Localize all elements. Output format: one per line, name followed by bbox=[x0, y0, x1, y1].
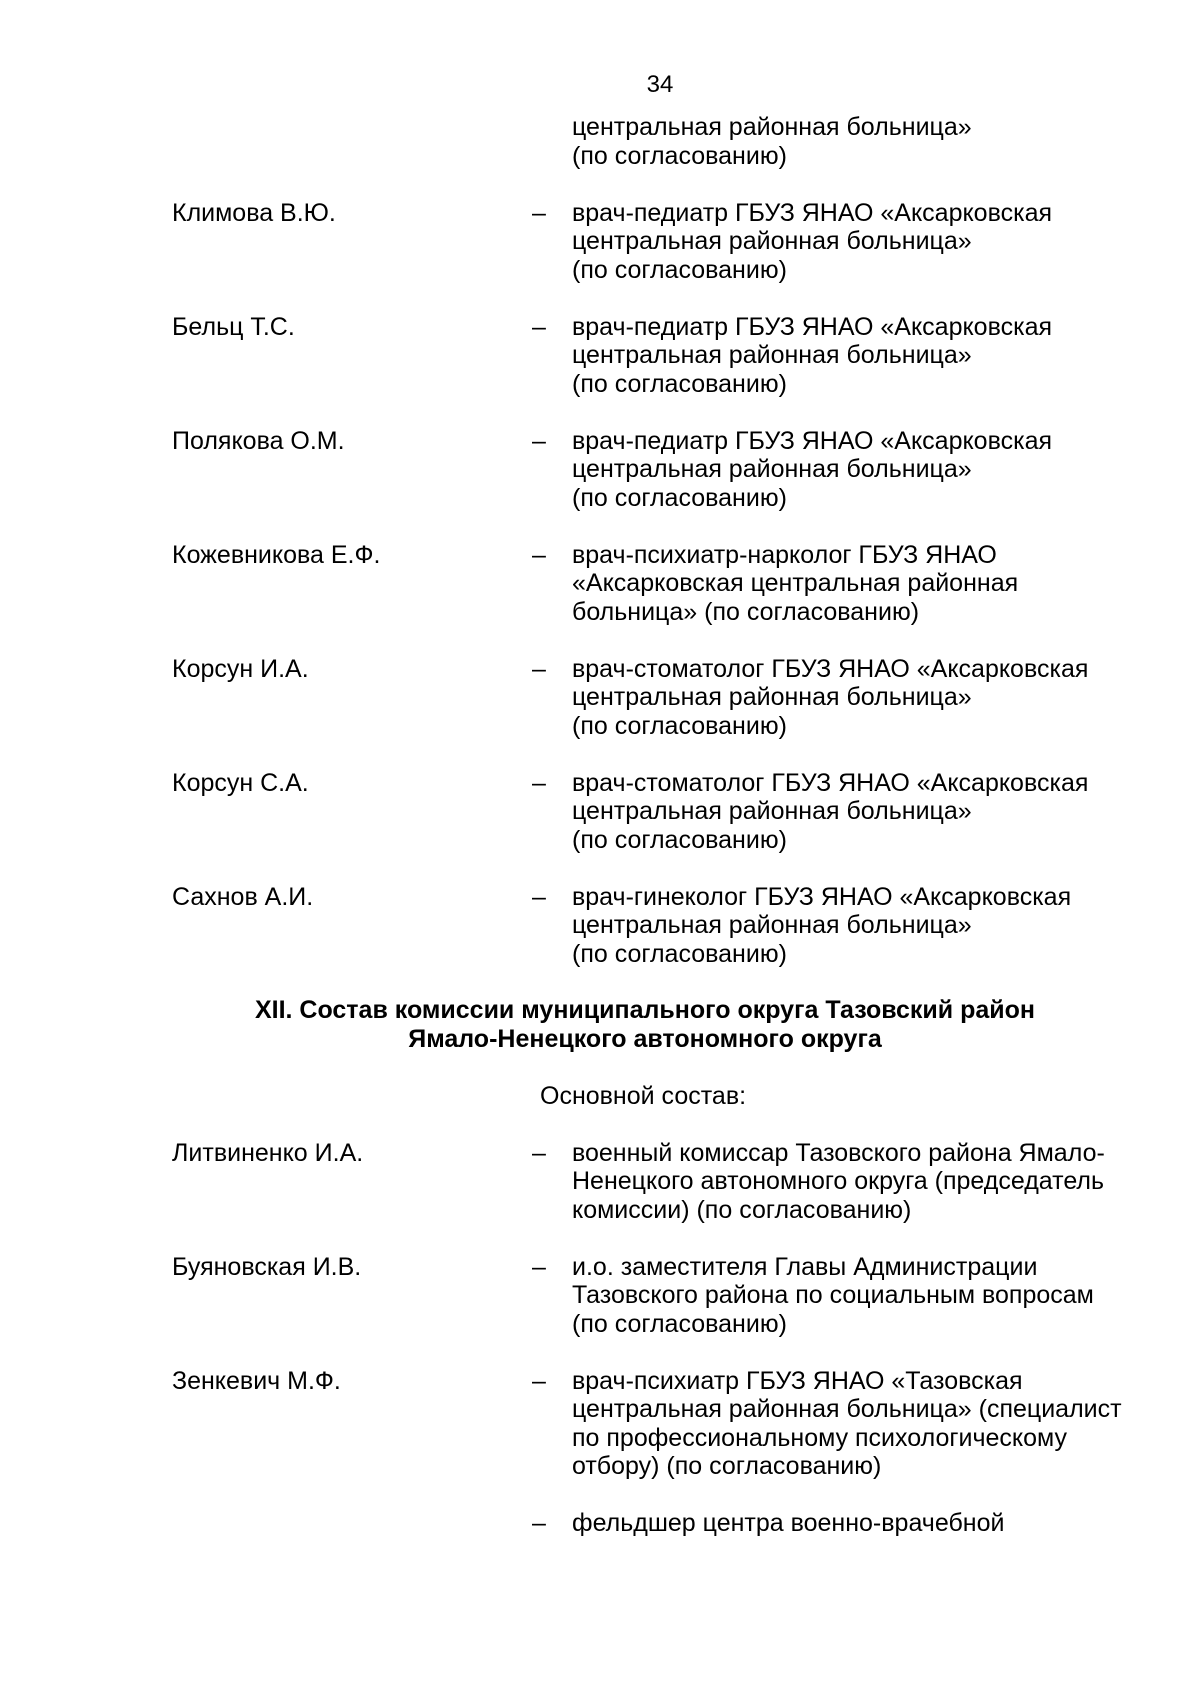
member-description: военный комиссар Тазовского района Ямало-Ненецкого автономного округа (председатель комиссии) (по согласованию) bbox=[572, 1138, 1105, 1224]
member-name: Корсун С.А. bbox=[172, 768, 309, 797]
member-name: Сахнов А.И. bbox=[172, 882, 314, 911]
member-name: Буяновская И.В. bbox=[172, 1252, 362, 1281]
section-heading-line-2: Ямало-Ненецкого автономного округа bbox=[408, 1024, 882, 1053]
member-dash: – bbox=[532, 882, 546, 911]
member-description: врач-стоматолог ГБУЗ ЯНАО «Аксарковская центральная районная больница» (по согласованию) bbox=[572, 768, 1089, 854]
member-row bbox=[0, 655, 1200, 741]
member-dash: – bbox=[532, 312, 546, 341]
member-dash: – bbox=[532, 654, 546, 683]
member-description: врач-гинеколог ГБУЗ ЯНАО «Аксарковская центральная районная больница» (по согласованию) bbox=[572, 882, 1072, 968]
member-description: врач-педиатр ГБУЗ ЯНАО «Аксарковская центральная районная больница» (по согласованию) bbox=[572, 198, 1053, 284]
member-row bbox=[0, 769, 1200, 855]
member-dash: – bbox=[532, 540, 546, 569]
member-dash: – bbox=[532, 198, 546, 227]
member-row bbox=[0, 883, 1200, 969]
member-dash: – bbox=[532, 426, 546, 455]
section-subtitle: Основной состав: bbox=[540, 1081, 747, 1110]
section-heading bbox=[0, 996, 1200, 1053]
member-description: и.о. заместителя Главы Администрации Тазовского района по социальным вопросам (по согласованию) bbox=[572, 1252, 1094, 1338]
member-row bbox=[0, 1253, 1200, 1339]
member-row bbox=[0, 427, 1200, 513]
member-row bbox=[0, 313, 1200, 399]
continuation-line-2: (по согласованию) bbox=[572, 141, 787, 170]
member-dash: – bbox=[532, 1138, 546, 1167]
member-name: Корсун И.А. bbox=[172, 654, 309, 683]
member-name: Кожевникова Е.Ф. bbox=[172, 540, 381, 569]
member-row bbox=[0, 1139, 1200, 1225]
member-description: фельдшер центра военно-врачебной bbox=[572, 1509, 1005, 1537]
section-heading-line-1: XII. Состав комиссии муниципального округа Тазовский район bbox=[254, 996, 1036, 1024]
member-name: Литвиненко И.А. bbox=[172, 1138, 364, 1167]
member-description: врач-психиатр ГБУЗ ЯНАО «Тазовская центральная районная больница» (специалист по профессиональному психологическому отбору) (по согласованию) bbox=[572, 1366, 1122, 1480]
member-dash: – bbox=[532, 1366, 546, 1395]
document-body bbox=[0, 113, 1200, 1538]
member-name: Бельц Т.С. bbox=[172, 312, 295, 341]
member-description: врач-психиатр-нарколог ГБУЗ ЯНАО «Аксарковская центральная районная больница» (по согласованию) bbox=[572, 540, 1019, 626]
member-name: Климова В.Ю. bbox=[172, 198, 336, 227]
member-name: Полякова О.М. bbox=[172, 426, 345, 455]
member-dash: – bbox=[532, 1509, 546, 1537]
member-row bbox=[0, 199, 1200, 285]
member-name: Зенкевич М.Ф. bbox=[172, 1366, 341, 1395]
member-row bbox=[0, 541, 1200, 627]
continuation-text bbox=[572, 113, 1132, 170]
member-description: врач-педиатр ГБУЗ ЯНАО «Аксарковская центральная районная больница» (по согласованию) bbox=[572, 426, 1053, 512]
member-dash: – bbox=[532, 768, 546, 797]
member-row bbox=[0, 1367, 1200, 1481]
member-dash: – bbox=[532, 1252, 546, 1281]
member-description: врач-стоматолог ГБУЗ ЯНАО «Аксарковская центральная районная больница» (по согласованию) bbox=[572, 654, 1089, 740]
continuation-line-1: центральная районная больница» bbox=[572, 113, 972, 141]
member-row bbox=[0, 1509, 1200, 1538]
member-description: врач-педиатр ГБУЗ ЯНАО «Аксарковская центральная районная больница» (по согласованию) bbox=[572, 312, 1053, 398]
page-number: 34 bbox=[646, 71, 674, 98]
